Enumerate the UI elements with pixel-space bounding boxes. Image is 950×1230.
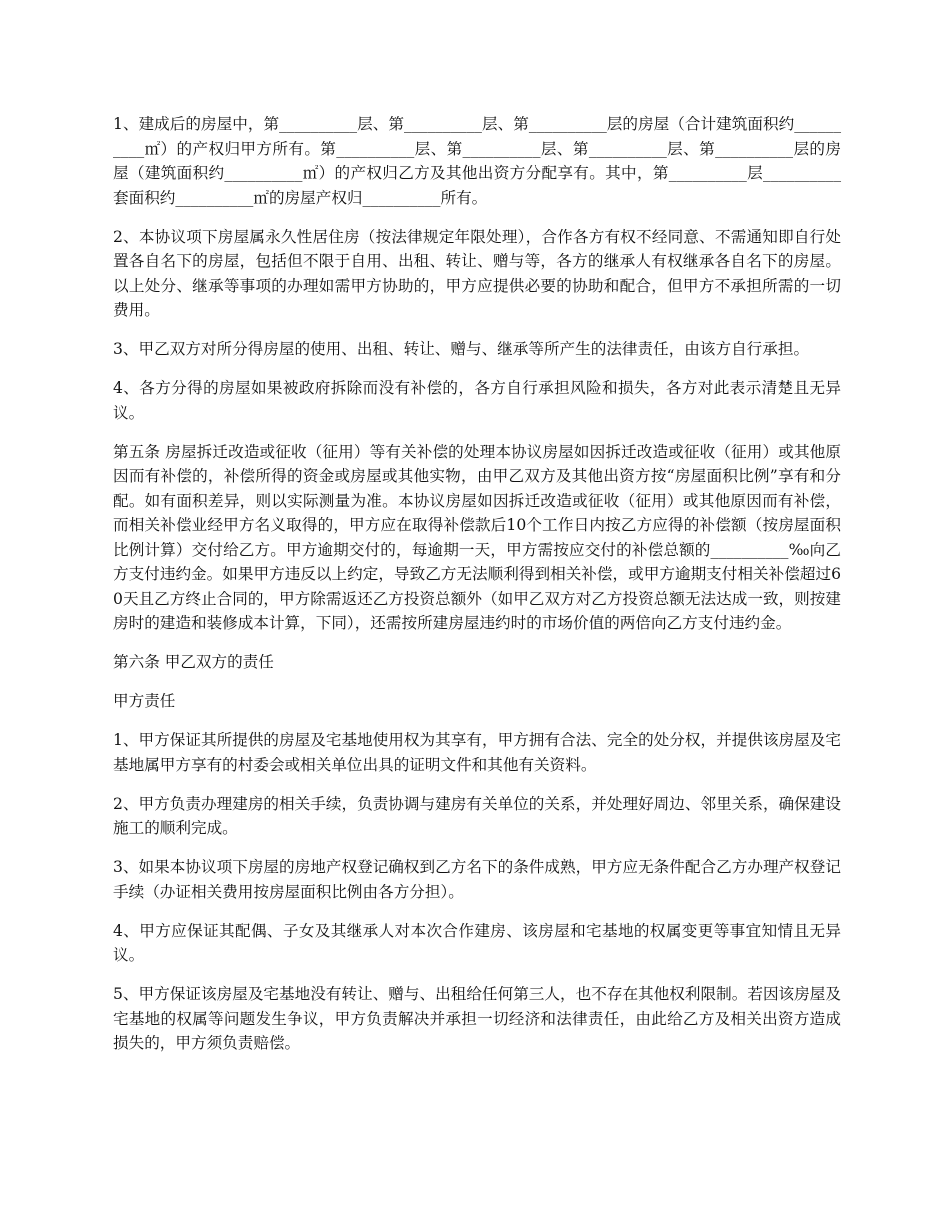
article-5-compensation: 第五条 房屋拆迁改造或征收（征用）等有关补偿的处理本协议房屋如因拆迁改造或征收（征用）或其他原因而有补偿的，补偿所得的资金或房屋或其他实物，由甲乙双方及其他出资方按“房屋面积比例”享有和分配。如有面积差异，则以实际测量为准。本协议房屋如因拆迁改造或征收（征用）或其他原因而有补偿，而相关补偿业经甲方名义取得的，甲方应在取得补偿款后10个工作日内按乙方应得的补偿额（按房屋面积比例计算）交付给乙方。甲方逾期交付的，每逾期一天，甲方需按应交付的补偿总额的__________‰向乙方支付违约金。如果甲方违反以上约定，导致乙方无法顺利得到相关补偿，或甲方逾期支付相关补偿超过60天且乙方终止合同的，甲方除需返还乙方投资总额外（如甲乙双方对乙方投资总额无法达成一致，则按建房时的建造和装修成本计算，下同），还需按所建房屋违约时的市场价值的两倍向乙方支付违约金。 (113, 442, 841, 632)
party-a-clause-5: 5、甲方保证该房屋及宅基地没有转让、赠与、出租给任何第三人，也不存在其他权利限制。若因该房屋及宅基地的权属等问题发生争议，甲方负责解决并承担一切经济和法律责任，由此给乙方及相关出资方造成损失的，甲方须负责赔偿。 (113, 985, 841, 1052)
clause-residence-disposal: 2、本协议项下房屋属永久性居住房（按法律规定年限处理），合作各方有权不经同意、不需通知即自行处置各自名下的房屋，包括但不限于自用、出租、转让、赠与等，各方的继承人有权继承各自名下的房屋。以上处分、继承等事项的办理如需甲方协助的，甲方应提供必要的协助和配合，但甲方不承担所需的一切费用。 (113, 227, 841, 319)
clause-demolition-risk: 4、各方分得的房屋如果被政府拆除而没有补偿的，各方自行承担风险和损失，各方对此表示清楚且无异议。 (113, 379, 841, 422)
party-a-clause-4: 4、甲方应保证其配偶、子女及其继承人对本次合作建房、该房屋和宅基地的权属变更等事宜知情且无异议。 (113, 921, 841, 964)
party-a-clause-3: 3、如果本协议项下房屋的房地产权登记确权到乙方名下的条件成熟，甲方应无条件配合乙方办理产权登记手续（办证相关费用按房屋面积比例由各方分担）。 (113, 858, 841, 901)
party-a-clause-2: 2、甲方负责办理建房的相关手续，负责协调与建房有关单位的关系，并处理好周边、邻里关系，确保建设施工的顺利完成。 (113, 794, 841, 837)
document-body (113, 112, 841, 1070)
party-a-clause-1: 1、甲方保证其所提供的房屋及宅基地使用权为其享有，甲方拥有合法、完全的处分权，并提供该房屋及宅基地属甲方享有的村委会或相关单位出具的证明文件和其他有关资料。 (113, 731, 841, 774)
clause-ownership-distribution: 1、建成后的房屋中，第__________层、第__________层、第__________层的房屋（合计建筑面积约__________㎡）的产权归甲方所有。第__________层、第__________层、第__________层、第__________层的房屋（建筑面积约__________㎡）的产权归乙方及其他出资方分配享有。其中，第__________层__________套面积约__________㎡的房屋产权归__________所有。 (113, 115, 841, 207)
article-6-heading: 第六条 甲乙双方的责任 (113, 653, 274, 671)
clause-legal-liability: 3、甲乙双方对所分得房屋的使用、出租、转让、赠与、继承等所产生的法律责任，由该方自行承担。 (113, 340, 810, 358)
party-a-responsibility-heading: 甲方责任 (113, 692, 176, 710)
